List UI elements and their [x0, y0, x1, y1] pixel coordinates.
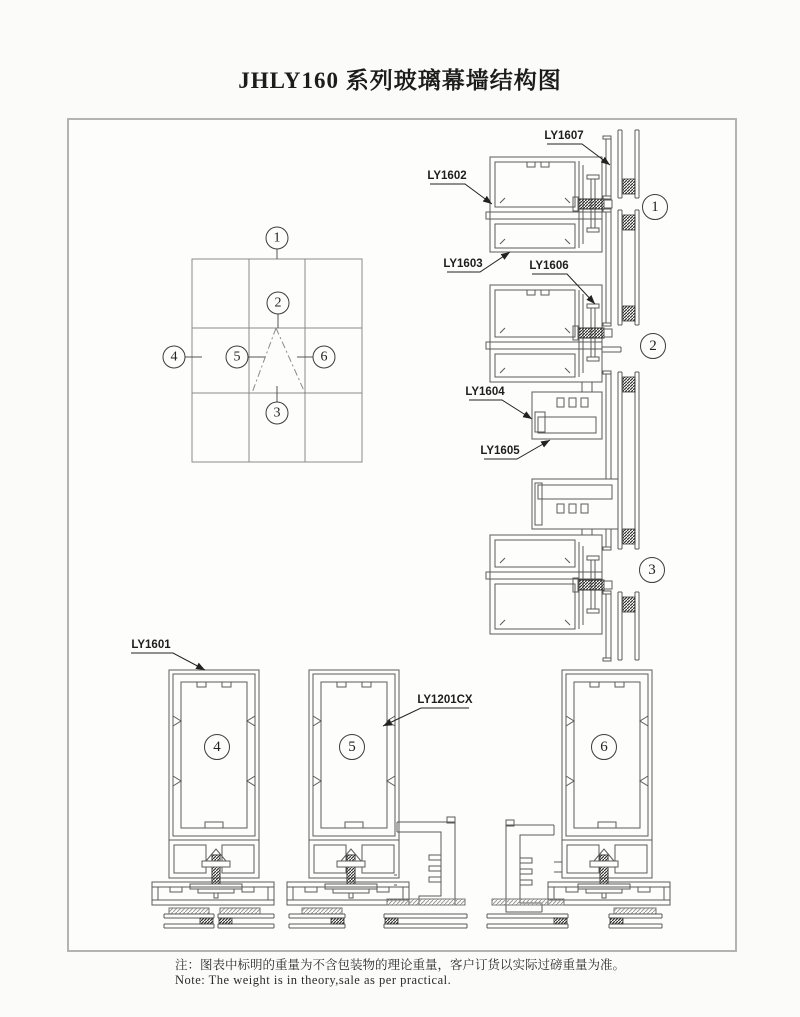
label-ly1602: LY1602 [427, 170, 467, 182]
glazing-gaskets [169, 899, 656, 914]
detail-callout-1: 1 [642, 194, 668, 220]
label-ly1605: LY1605 [480, 445, 520, 457]
drawing-frame [67, 118, 737, 952]
note-english: Note: The weight is in theory,sale as per practical. [174, 973, 452, 987]
label-ly1607: LY1607 [544, 130, 584, 142]
section-drawings [152, 670, 670, 928]
label-ly1606: LY1606 [529, 260, 569, 272]
label-ly1201cx: LY1201CX [417, 694, 473, 706]
note-chinese: 注：图表中标明的重量为不含包装物的理论重量，客户订货以实际过磅重量为准。 [174, 958, 626, 972]
schematic-callout-2: 2 [267, 292, 290, 315]
detail-callout-5: 5 [339, 734, 365, 760]
detail-callout-2: 2 [640, 333, 666, 359]
detail-callout-3: 3 [639, 557, 665, 583]
schematic-callout-4: 4 [163, 346, 186, 369]
label-ly1603: LY1603 [443, 258, 483, 270]
page-title: JHLY160 系列玻璃幕墙结构图 [238, 68, 562, 93]
schematic-callout-1: 1 [266, 227, 289, 250]
label-ly1604: LY1604 [465, 386, 505, 398]
structure-drawing-svg [69, 120, 735, 950]
glass-units-horizontal [164, 914, 662, 928]
label-ly1601: LY1601 [131, 639, 171, 651]
schematic-callout-6: 6 [313, 346, 336, 369]
schematic-callout-3: 3 [266, 402, 289, 425]
detail-2-drawing [486, 285, 621, 439]
detail-1-drawing [486, 157, 612, 252]
detail-3-drawing [486, 479, 618, 634]
schematic-callout-5: 5 [226, 346, 249, 369]
footer-notes [175, 958, 625, 988]
detail-callout-6: 6 [591, 734, 617, 760]
detail-callout-4: 4 [204, 734, 230, 760]
